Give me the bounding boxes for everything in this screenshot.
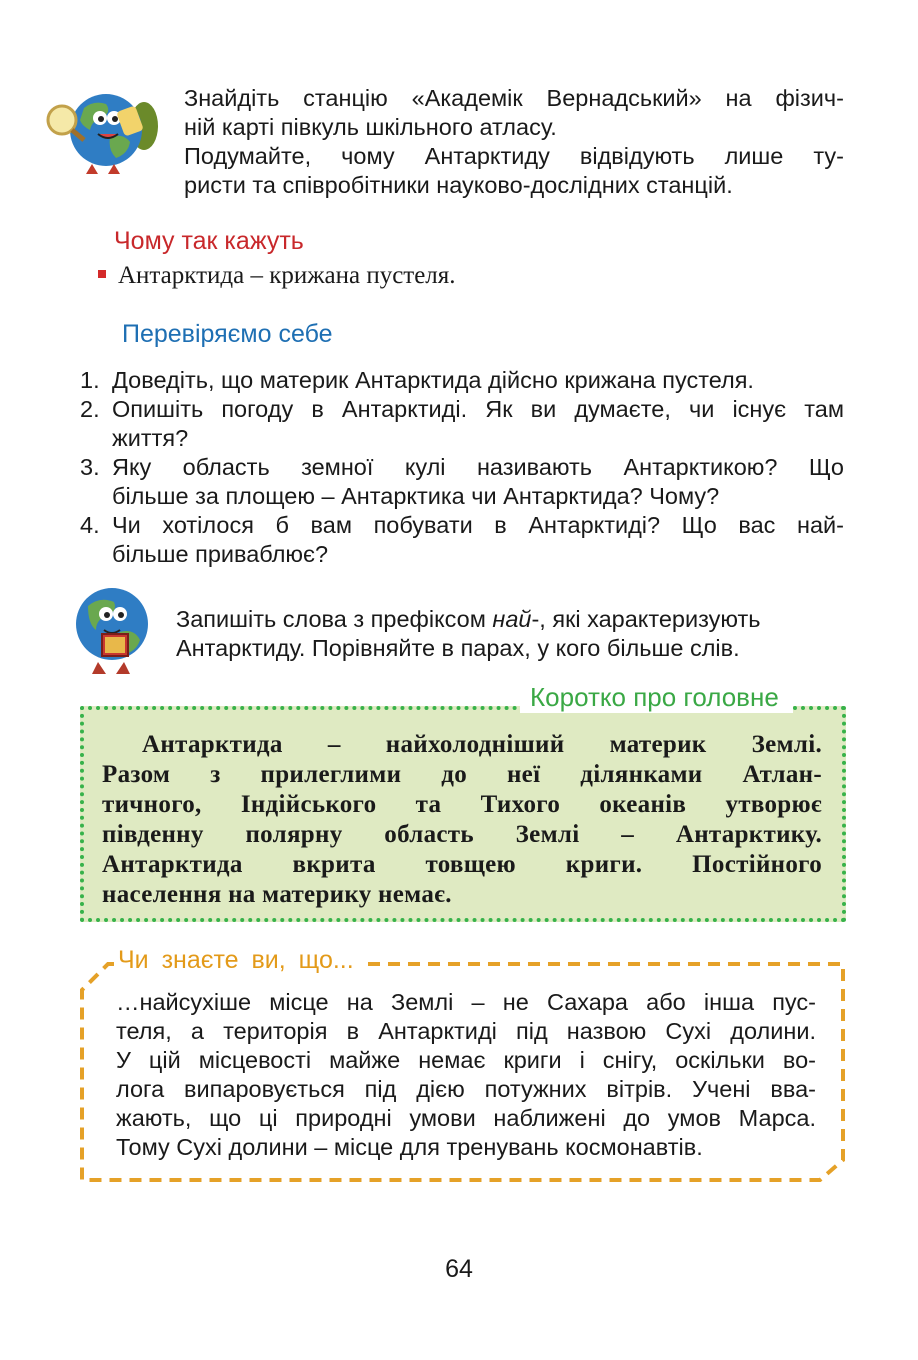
dyk-line: У цій місцевості майже немає криги і снігу, оскільки во-	[116, 1047, 816, 1073]
dyk-line: …найсухіше місце на Землі – не Сахара або інша пус-	[116, 989, 816, 1015]
question-line: більше приваблює?	[112, 541, 329, 567]
summary-text	[102, 730, 822, 910]
question-line: Чи хотілося б вам побувати в Антарктиді? Що вас най-	[112, 512, 844, 538]
globe-mascot-with-book-icon	[64, 582, 160, 678]
list-item	[80, 395, 844, 453]
summary-line: Разом з прилеглими до неї ділянками Атлан-	[102, 761, 822, 788]
summary-line: тичного, Індійського та Тихого океанів утворює	[102, 791, 822, 818]
task-line: Антарктиду. Порівняйте в парах, у кого більше слів.	[176, 635, 740, 661]
task-text: Запишіть слова з префіксом	[176, 606, 493, 632]
prefix-word: най	[492, 606, 532, 632]
task-prefix-text	[176, 605, 846, 663]
saying-heading: Чому так кажуть	[114, 227, 304, 255]
list-number: 1.	[80, 367, 100, 393]
did-you-know-text	[116, 988, 816, 1162]
task-line: Знайдіть станцію «Академік Вернадський» на фізич-	[184, 85, 844, 111]
check-heading: Перевіряємо себе	[122, 320, 333, 348]
page-number: 64	[445, 1255, 473, 1283]
summary-line: південну полярну область Землі – Антарктику.	[102, 821, 822, 848]
saying-item	[98, 262, 456, 290]
list-number: 2.	[80, 396, 100, 422]
bullet-icon	[98, 270, 106, 278]
did-you-know-heading: Чи знаєте ви, що...	[114, 946, 364, 975]
saying-text: Антарктида – крижана пустеля.	[118, 262, 456, 289]
list-item	[80, 453, 844, 511]
summary-line: Антарктида – найхолодніший материк Землі.	[142, 731, 822, 758]
task-line: Подумайте, чому Антарктиду відвідують лише ту-	[184, 143, 844, 169]
list-number: 4.	[80, 512, 100, 538]
task-line	[176, 605, 846, 634]
task-text: -, які характеризують	[531, 606, 761, 632]
summary-line: населення на материку немає.	[102, 881, 452, 908]
dyk-line: Тому Сухі долини – місце для тренувань космонавтів.	[116, 1134, 703, 1160]
dyk-line: лога випаровується під дією потужних вітрів. Учені вва-	[116, 1076, 816, 1102]
question-line: життя?	[112, 425, 189, 451]
list-item	[80, 366, 844, 395]
dyk-line: теля, а територія в Антарктиді під назвою Сухі долини.	[116, 1018, 816, 1044]
question-line: Яку область земної кулі називають Антарктикою? Що	[112, 454, 844, 480]
list-number: 3.	[80, 454, 100, 480]
summary-line: Антарктида вкрита товщею криги. Постійного	[102, 851, 822, 878]
globe-mascot-with-magnifier-icon	[44, 78, 160, 178]
questions-list	[80, 366, 844, 569]
summary-heading: Коротко про головне	[520, 682, 793, 713]
question-line: Доведіть, що материк Антарктида дійсно крижана пустеля.	[112, 367, 754, 393]
task-atlas-text	[184, 84, 844, 200]
list-item	[80, 511, 844, 569]
dyk-line: жають, що ці природні умови наближені до умов Марса.	[116, 1105, 816, 1131]
question-line: більше за площею – Антарктика чи Антарктида? Чому?	[112, 483, 720, 509]
task-line: ній карті півкуль шкільного атласу.	[184, 114, 557, 140]
question-line: Опишіть погоду в Антарктиді. Як ви думаєте, чи існує там	[112, 396, 844, 422]
task-line: ристи та співробітники науково-дослідних станцій.	[184, 172, 733, 198]
